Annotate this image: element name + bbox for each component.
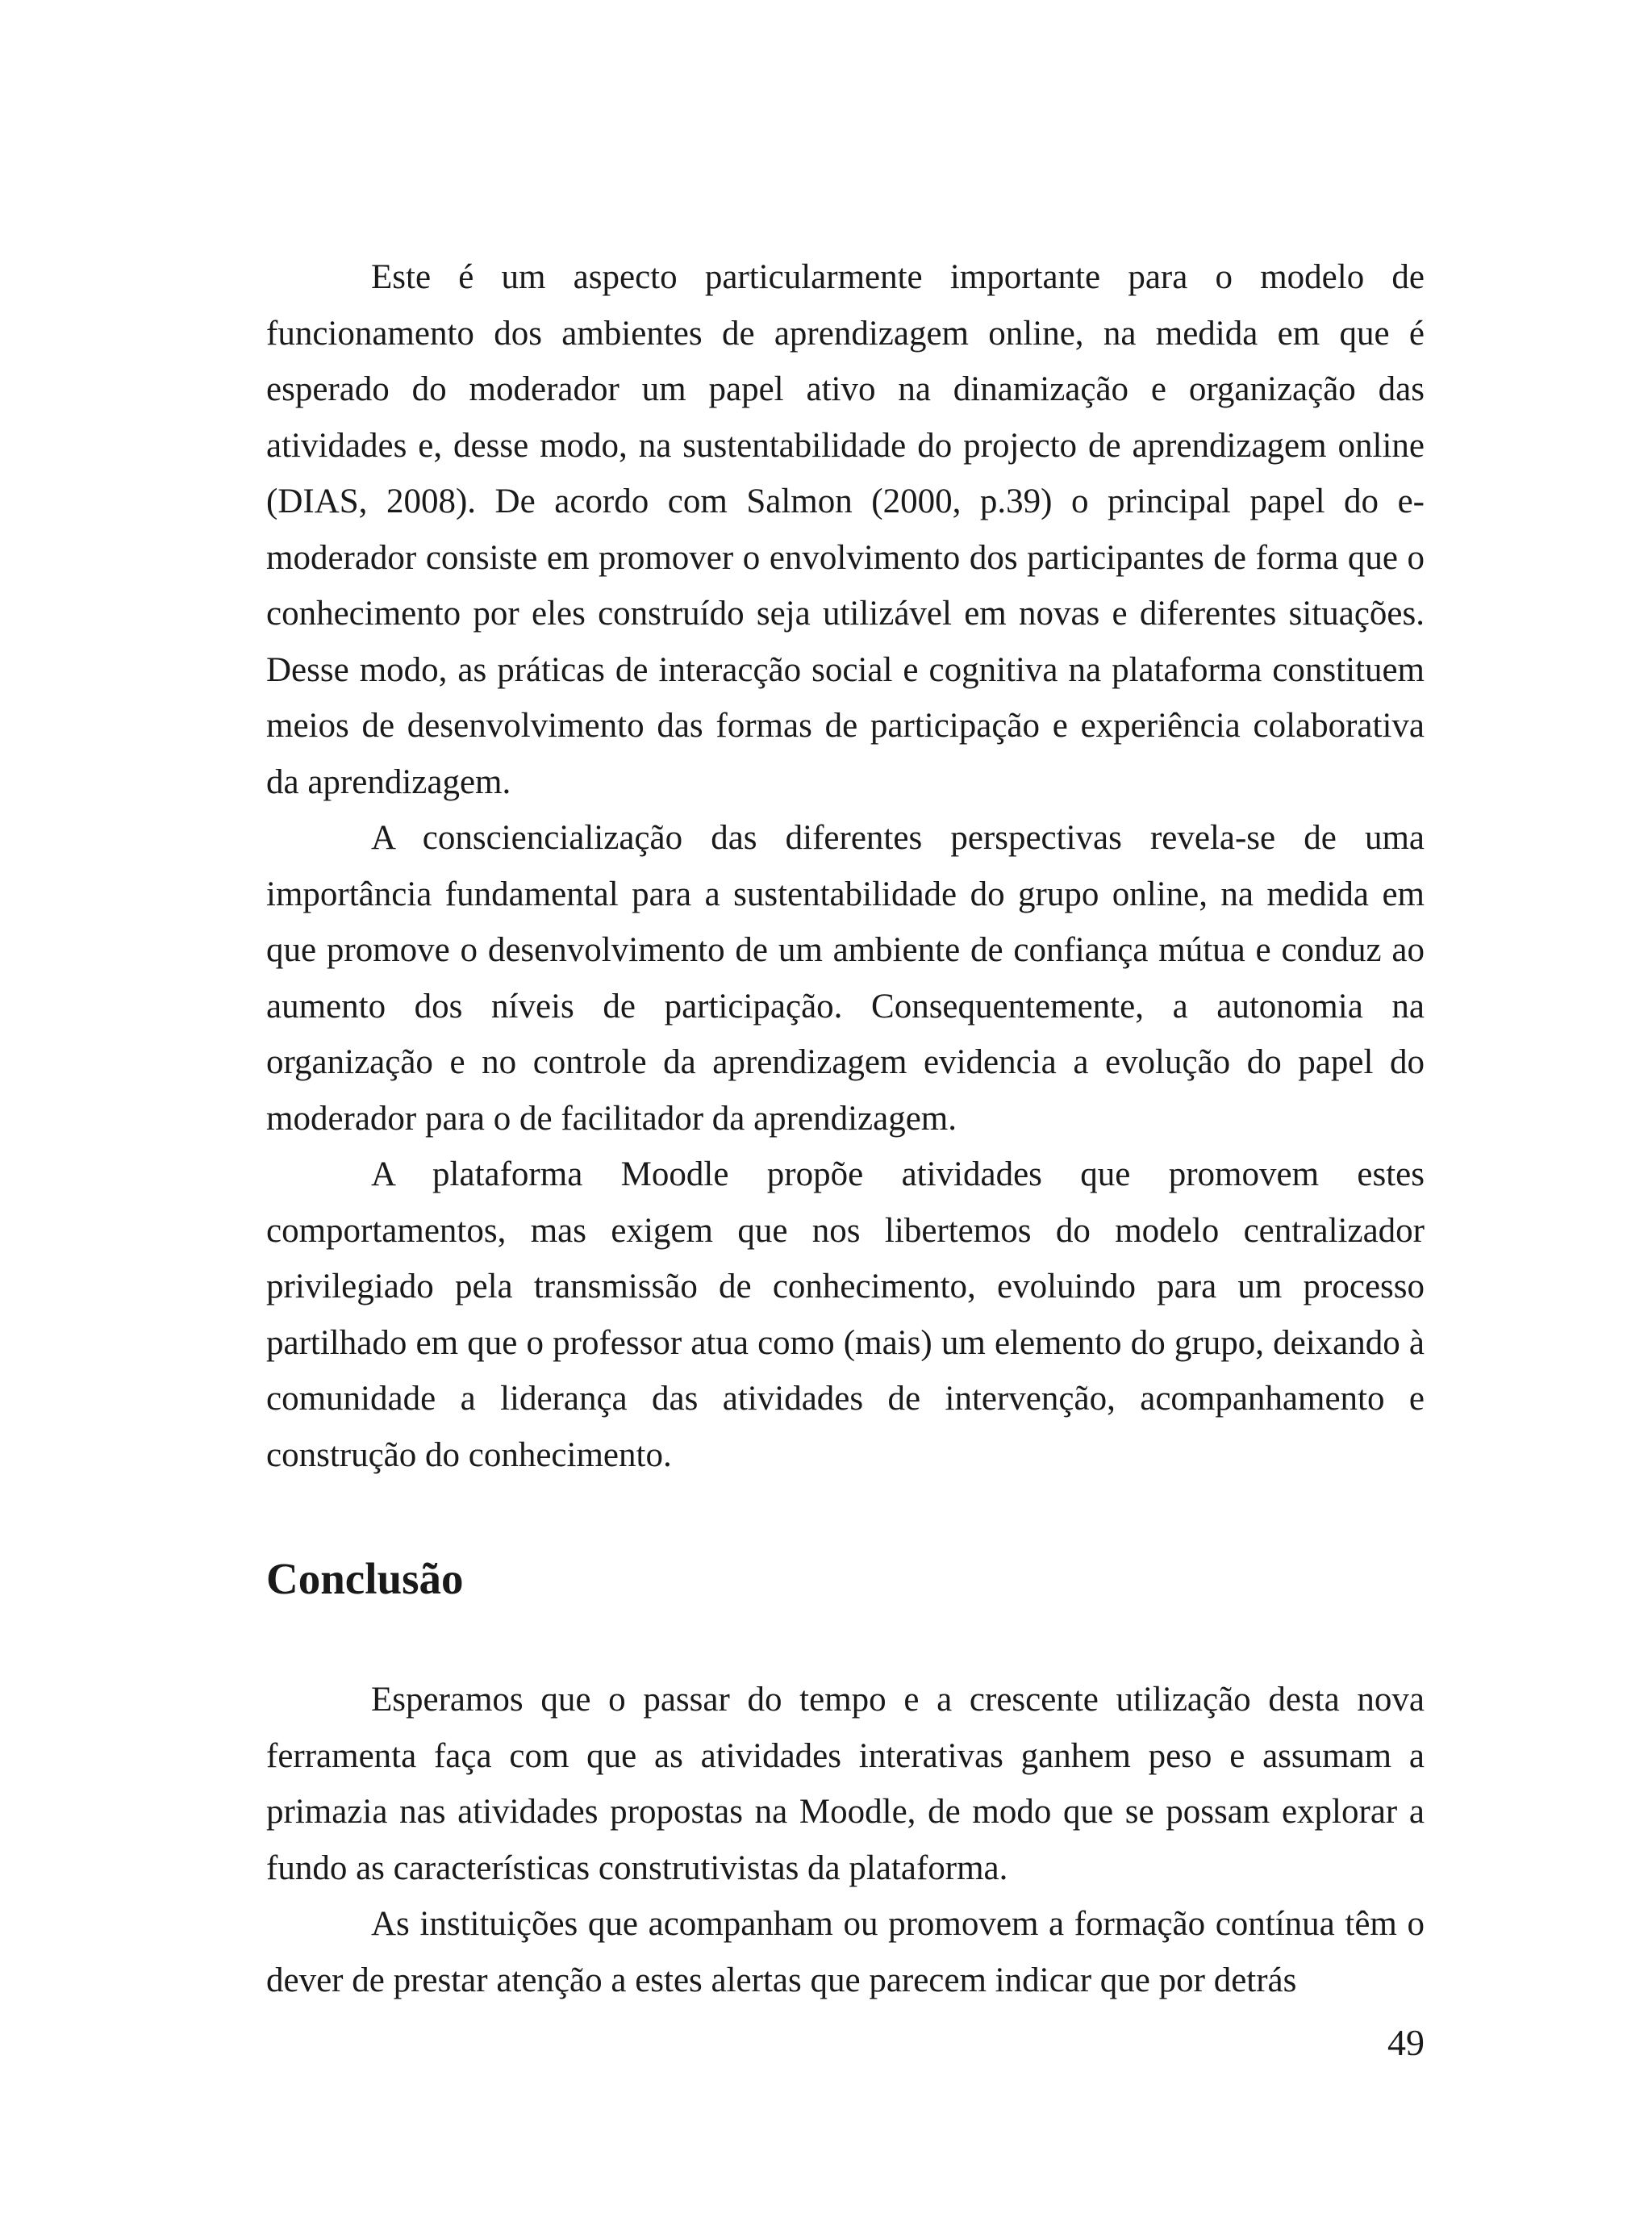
paragraph-moderator-role: Este é um aspecto particularmente importante para o modelo de funcionamento dos ambientes de aprendizagem online, na medida em que é esperado do moderador um papel ativo na dinamização e organização das atividades e, desse modo, na sustentabilidade do projecto de aprendizagem online (DIAS, 2008). De acordo com Salmon (2000, p.39) o principal papel do e-moderador consiste em promover o envolvimento dos participantes de forma que o conhecimento por eles construído seja utilizável em novas e diferentes situações. Desse modo, as práticas de interacção social e cognitiva na plataforma constituem meios de desenvolvimento das formas de participação e experiência colaborativa da aprendizagem. — [266, 258, 1425, 801]
section-heading-conclusion: Conclusão — [266, 1554, 464, 1603]
paragraph-conclusion-institutions: As instituições que acompanham ou promovem a formação contínua têm o dever de prestar atenção a estes alertas que parecem indicar que por detrás — [266, 1905, 1425, 1999]
body-text-after-heading — [266, 1672, 1425, 2008]
paragraph-moodle-activities: A plataforma Moodle propõe atividades que promovem estes comportamentos, mas exigem que nos libertemos do modelo centralizador privilegiado pela transmissão de conhecimento, evoluindo para um processo partilhado em que o professor atua como (mais) um elemento do grupo, deixando à comunidade a liderança das atividades de intervenção, acompanhamento e construção do conhecimento. — [266, 1155, 1425, 1474]
paragraph-awareness-perspectives: A consciencialização das diferentes perspectivas revela-se de uma importância fundamental para a sustentabilidade do grupo online, na medida em que promove o desenvolvimento de um ambiente de confiança mútua e conduz ao aumento dos níveis de participação. Consequentemente, a autonomia na organização e no controle da aprendizagem evidencia a evolução do papel do moderador para o de facilitador da aprendizagem. — [266, 819, 1425, 1138]
body-text-before-heading — [266, 249, 1425, 1483]
page-number: 49 — [1387, 2022, 1425, 2063]
paragraph-conclusion-hope: Esperamos que o passar do tempo e a crescente utilização desta nova ferramenta faça com que as atividades interativas ganhem peso e assumam a primazia nas atividades propostas na Moodle, de modo que se possam explorar a fundo as características construtivistas da plataforma. — [266, 1681, 1425, 1887]
